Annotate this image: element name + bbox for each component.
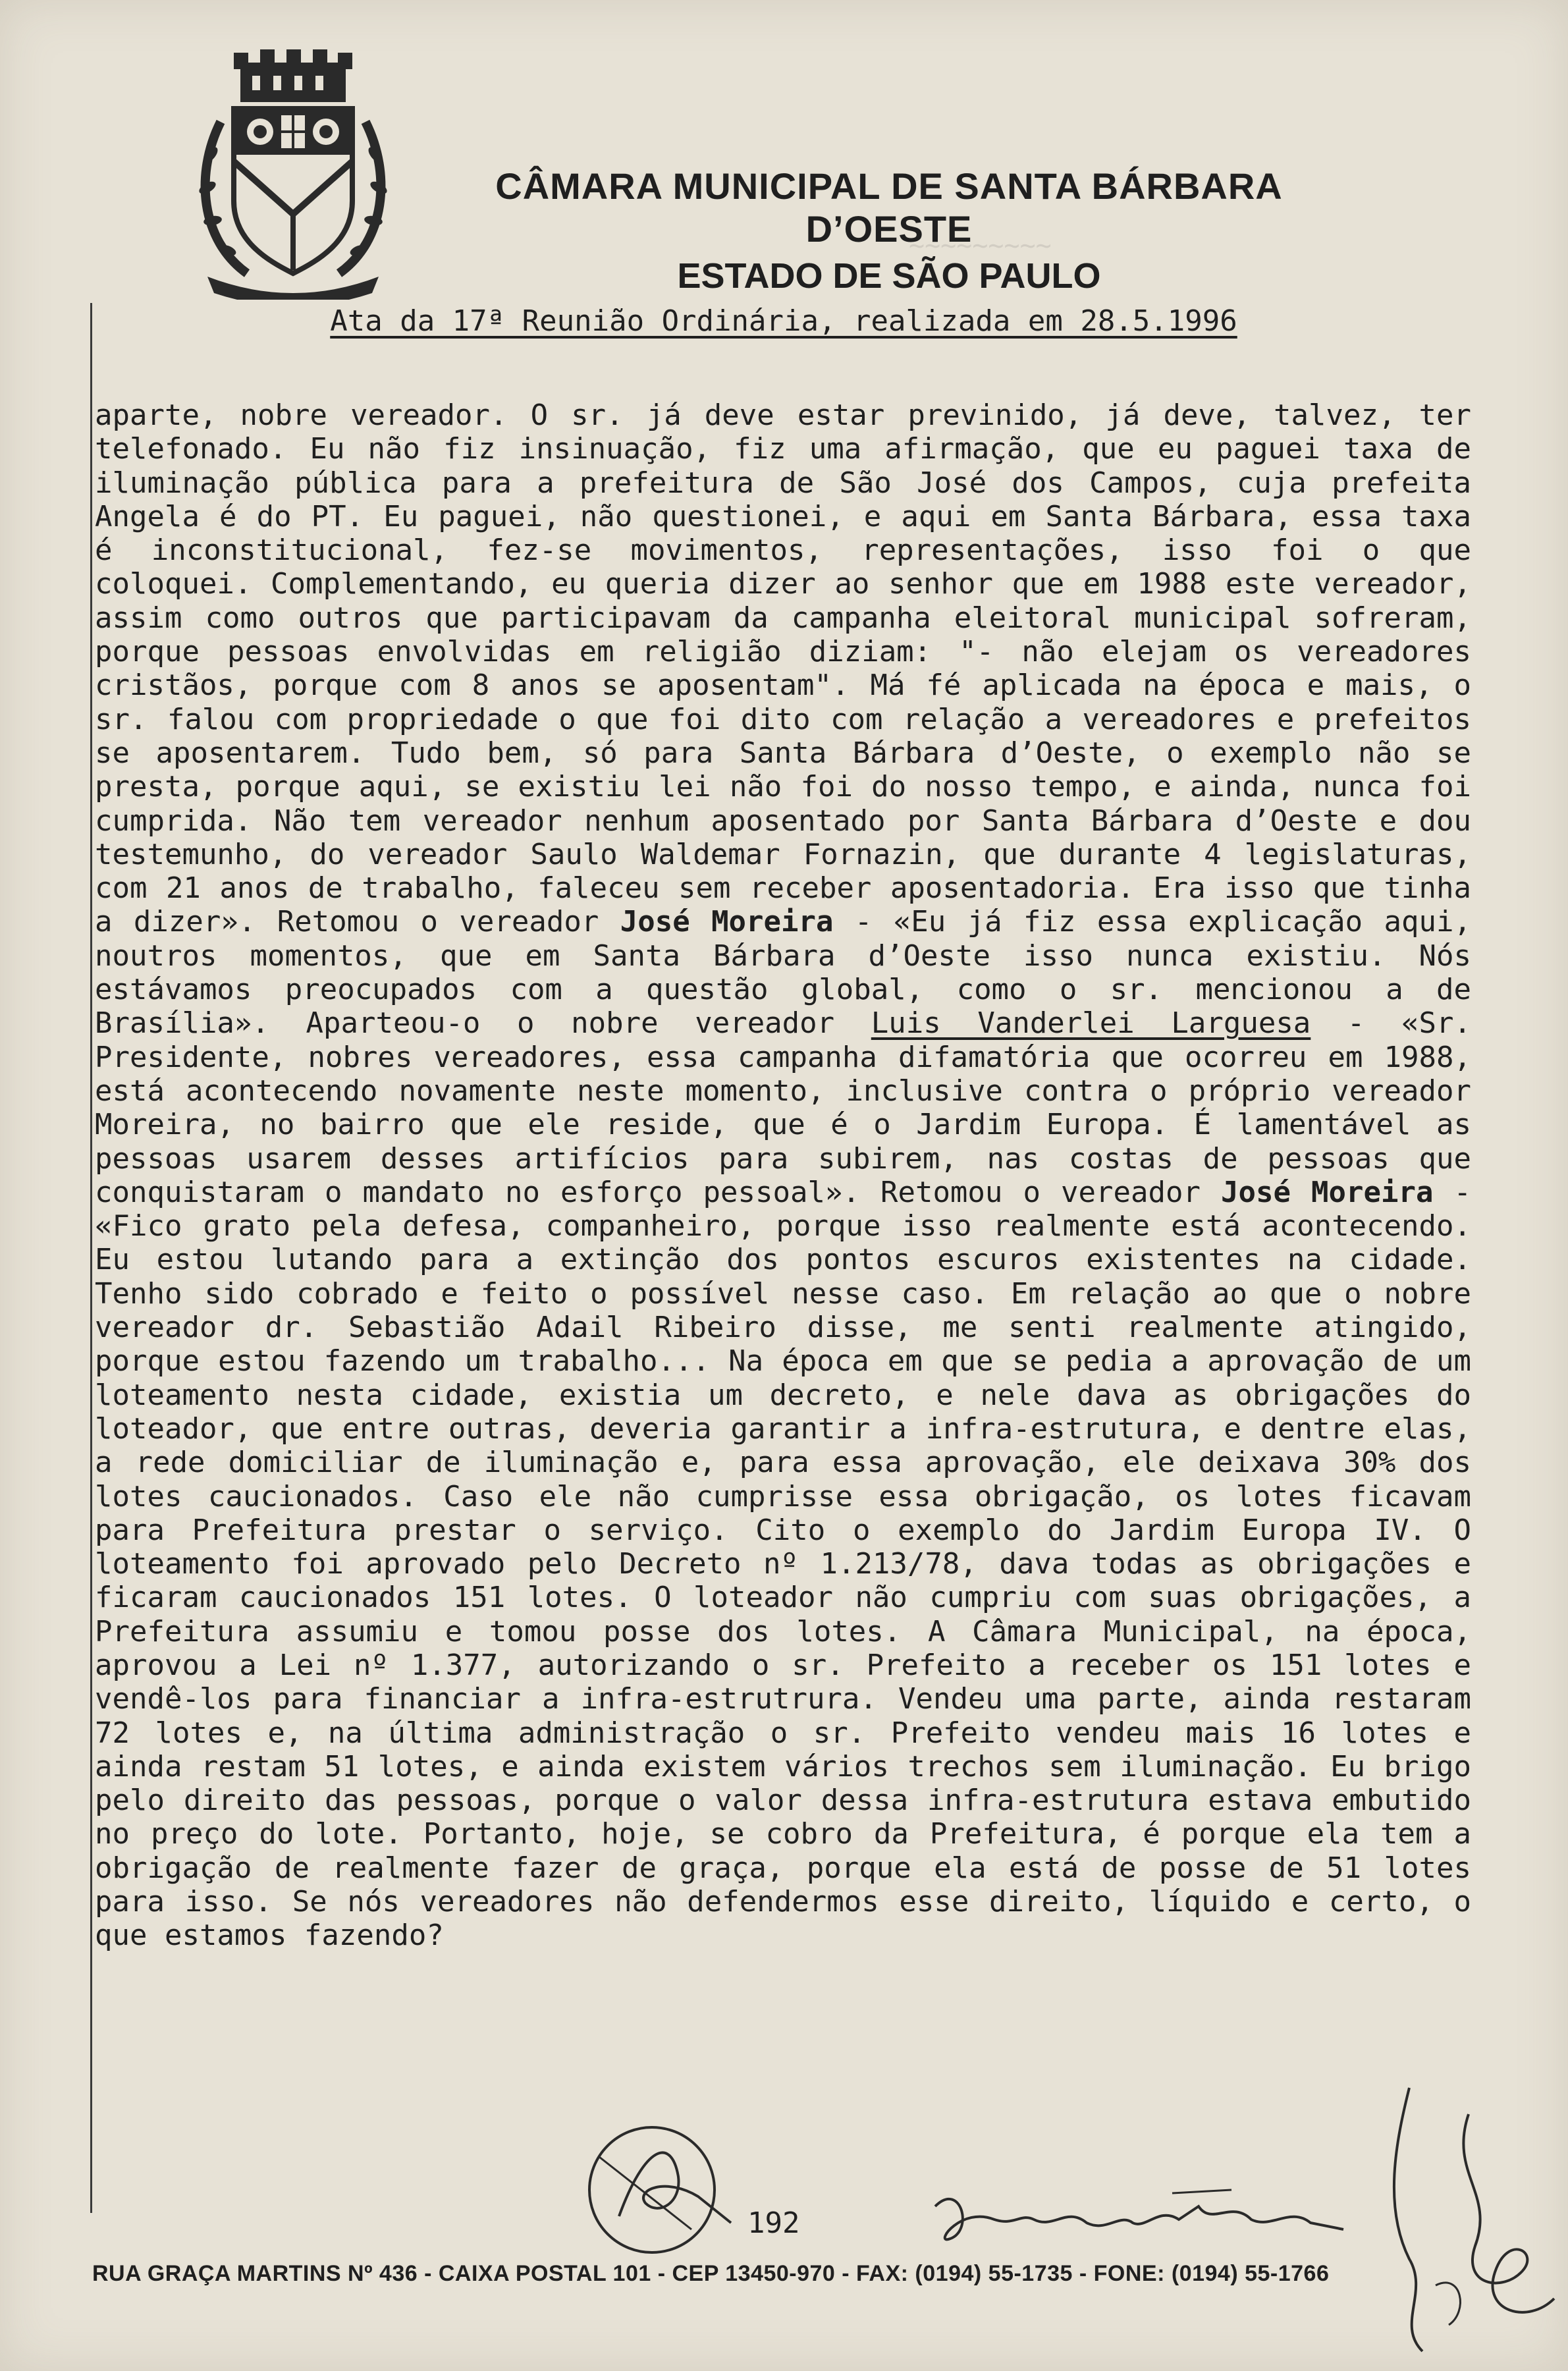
- signature-president: [922, 2167, 1370, 2259]
- speaker-name: Luis Vanderlei Larguesa: [871, 1006, 1311, 1041]
- body-paragraph: - «Sr. Presidente, nobres vereadores, essa campanha difamatória que ocorreu em 1988, está acontecendo novamente neste momento, inclusive contra o próprio vereador Moreira, no bairro que ele reside, que é o Jardim Europa. É lamentável as pessoas usarem desses artifícios para subirem, nas costas de pessoas que conquistaram o mandato no esforço pessoal». Retomou o vereador: [95, 1006, 1472, 1209]
- page-number: 192: [747, 2206, 800, 2240]
- minutes-title: Ata da 17ª Reunião Ordinária, realizada em 28.5.1996: [330, 304, 1237, 338]
- speaker-name: José Moreira: [620, 905, 834, 939]
- letterhead: [421, 165, 1357, 296]
- signature-rubric-left: [560, 2117, 770, 2269]
- minutes-body: [95, 398, 1471, 1953]
- body-paragraph: aparte, nobre vereador. O sr. já deve estar previnido, já deve, talvez, ter telefonado. Eu não fiz insinuação, fiz uma afirmação, que eu paguei taxa de iluminação pública para a prefeitura de São José dos Campos, cuja prefeita Angela é do PT. Eu paguei, não questionei, e aqui em Santa Bárbara, essa taxa é inconstitucional, fez-se movimentos, representações, isso foi o que coloquei. Complementando, eu queria dizer ao senhor que em 1988 este vereador, assim como outros que participavam da campanha eleitoral municipal sofreram, porque pessoas envolvidas em religião diziam: "- não elejam os vereadores cristãos, porque com 8 anos se aposentam". Má fé aplicada na época e mais, o sr. falou com propriedade o que foi dito com relação a vereadores e prefeitos se aposentarem. Tudo bem, só para Santa Bárbara d’Oeste, o exemplo não se presta, porque aqui, se existiu lei não foi do nosso tempo, e ainda, nunca foi cumprida. Não tem vereador nenhum aposentado por Santa Bárbara d’Oeste e dou testemunho, do vereador Saulo Waldemar Fornazin, que durante 4 legislaturas, com 21 anos de trabalho, faleceu sem receber aposentadoria. Era isso que tinha a dizer». Retomou o vereador: [95, 398, 1471, 939]
- show-through-mark: ~~~~~~~~~: [909, 231, 1052, 261]
- left-margin-rule: [90, 303, 92, 2213]
- signature-rubric-right: [1370, 2075, 1567, 2371]
- institution-name: CÂMARA MUNICIPAL DE SANTA BÁRBARA D’OESTE: [495, 165, 1283, 250]
- state-name: ESTADO DE SÃO PAULO: [677, 256, 1101, 296]
- body-paragraph: - «Eu já fiz essa explicação aqui, noutros momentos, que em Santa Bárbara d’Oeste isso nunca existiu. Nós estávamos preocupados com a questão global, como o sr. mencionou a de Brasília». Aparteou-o o nobre vereador: [95, 905, 1471, 1041]
- municipal-coat-of-arms-icon: [194, 49, 392, 300]
- address-footer: RUA GRAÇA MARTINS Nº 436 - CAIXA POSTAL 101 - CEP 13450-970 - FAX: (0194) 55-1735 - FONE: (0194) 55-1766: [92, 2261, 1330, 2286]
- speaker-name: José Moreira: [1221, 1175, 1434, 1209]
- body-paragraph: - «Fico grato pela defesa, companheiro, porque isso realmente está acontecendo. Eu estou lutando para a extinção dos pontos escuros existentes na cidade. Tenho sido cobrado e feito o possível nesse caso. Em relação ao que o nobre vereador dr. Sebastião Adail Ribeiro disse, me senti realmente atingido, porque estou fazendo um trabalho... Na época em que se pedia a aprovação de um loteamento nesta cidade, existia um decreto, e nele dava as obrigações do loteador, que entre outras, deveria garantir a infra-estrutura, e dentre elas, a rede domiciliar de iluminação e, para essa aprovação, ele deixava 30% dos lotes caucionados. Caso ele não cumprisse essa obrigação, os lotes ficavam para Prefeitura prestar o serviço. Cito o exemplo do Jardim Europa IV. O loteamento foi aprovado pelo Decreto nº 1.213/78, dava todas as obrigações e ficaram caucionados 151 lotes. O loteador não cumpriu com suas obrigações, a Prefeitura assumiu e tomou posse dos lotes. A Câmara Municipal, na época, aprovou a Lei nº 1.377, autorizando o sr. Prefeito a receber os 151 lotes e vendê-los para financiar a infra-estrutrura. Vendeu uma parte, ainda restaram 72 lotes e, na última administração o sr. Prefeito vendeu mais 16 lotes e ainda restam 51 lotes, e ainda existem vários trechos sem iluminação. Eu brigo pelo direito das pessoas, porque o valor dessa infra-estrutura estava embutido no preço do lote. Portanto, hoje, se cobro da Prefeitura, é porque ela tem a obrigação de realmente fazer de graça, porque ela está de posse de 51 lotes para isso. Se nós vereadores não defendermos esse direito, líquido e certo, o que estamos fazendo?: [95, 1175, 1472, 1953]
